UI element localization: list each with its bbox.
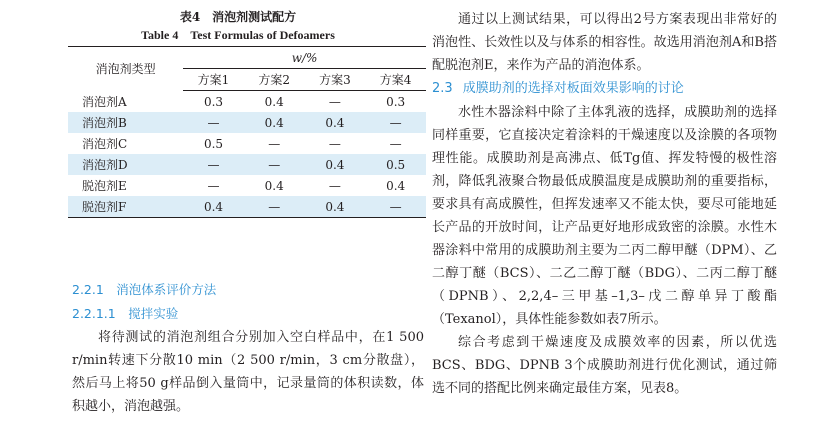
plan-header: 方案4 (365, 69, 426, 91)
cell-value: 0.3 (203, 94, 224, 109)
row-name: 脱泡剂F (68, 196, 183, 218)
type-header: 消泡剂类型 (68, 47, 183, 91)
plan-header: 方案1 (183, 69, 244, 91)
defoamer-table (68, 46, 426, 218)
conclusion-paragraph: 通过以上测试结果，可以得出2号方案表现出非常好的消泡性、长效性以及与体系的相容性。故选用消泡剂A和B搭配脱泡剂E，来作为产品的消泡体系。 (432, 12, 777, 73)
section-heading-2-2-1-1: 2.2.1.1 搅拌实验 (72, 306, 179, 321)
table-title-en: Table 4 Test Formulas of Defoamers (141, 28, 335, 42)
row-name: 消泡剂A (82, 94, 127, 109)
cell-value: — (183, 112, 244, 133)
table-row (68, 91, 426, 113)
left-column (52, 8, 424, 414)
cell-value: 0.5 (365, 154, 426, 175)
cell-value: — (328, 178, 341, 193)
cell-value: — (183, 154, 244, 175)
cell-value: 0.5 (203, 136, 224, 151)
cell-value: — (389, 136, 402, 151)
cell-value: 0.4 (264, 178, 284, 193)
table-row (68, 112, 426, 133)
row-name: 脱泡剂E (82, 179, 127, 193)
cell-value: 0.4 (305, 154, 366, 175)
row-name: 消泡剂B (68, 112, 183, 133)
selection-paragraph: 综合考虑到干燥速度及成膜效率的因素，所以优选BCS、BDG、DPNB 3个成膜助剂进行优化测试，通过筛选不同的搭配比例来确定最佳方案，见表8。 (432, 335, 777, 396)
row-name: 消泡剂C (82, 137, 128, 151)
cell-value: — (365, 112, 426, 133)
table-row (68, 133, 426, 154)
section-number: 2.3 (432, 81, 453, 96)
plan-header: 方案3 (305, 69, 366, 91)
cell-value: 0.4 (244, 112, 305, 133)
cell-value: — (244, 196, 305, 218)
right-column (432, 8, 777, 400)
section-heading-2-3 (432, 77, 777, 101)
cell-value: 0.4 (386, 178, 406, 193)
coalescent-paragraph: 水性木器涂料中除了主体乳液的选择，成膜助剂的选择同样重要，它直接决定着涂料的干燥速度以及涂膜的各项物理性能。成膜助剂是高沸点、低Tg值、挥发特慢的极性溶剂，降低乳液聚合物最低成膜温度是成膜助剂的重要指标，要求具有高成膜性，但挥发速率又不能太快，要尽可能地延长产品的开放时间，让产品更好地形成致密的涂膜。水性木器涂料中常用的成膜助剂主要为二丙二醇甲醚（DPM）、乙二醇丁醚（BCS）、二乙二醇丁醚（BDG）、二丙二醇丁醚（DPNB）、2,2,4–三甲基–1,3–戊二醇单异丁酸酯（Texanol），具体性能参数如表7所示。 (432, 105, 777, 327)
table-title-zh: 表4 消泡剂测试配方 (179, 10, 297, 24)
cell-value: 0.3 (386, 94, 406, 109)
section-heading-2-2-1: 2.2.1 消泡体系评价方法 (72, 282, 217, 297)
cell-value: — (328, 136, 341, 151)
section-title: 成膜助剂的选择对板面效果影响的讨论 (462, 81, 684, 96)
table-row (68, 175, 426, 196)
cell-value: 0.4 (264, 94, 284, 109)
cell-value: 0.4 (183, 196, 244, 218)
cell-value: — (268, 136, 281, 151)
cell-value: — (365, 196, 426, 218)
stirring-test-paragraph: 将待测试的消泡剂组合分别加入空白样品中，在1 500 r/min转速下分散10 min（2 500 r/min，3 cm分散盘），然后马上将50 g样品倒入量筒中，记录量筒的体积读数，体积越小，消泡越强。 (72, 330, 424, 414)
cell-value: 0.4 (305, 112, 366, 133)
cell-value: — (207, 178, 220, 193)
row-name: 消泡剂D (68, 154, 183, 175)
cell-value: 0.4 (305, 196, 366, 218)
cell-value: — (244, 154, 305, 175)
table-row (68, 196, 426, 218)
plan-header: 方案2 (244, 69, 305, 91)
table-row (68, 154, 426, 175)
cell-value: — (328, 94, 341, 109)
mass-fraction-header: w/% (183, 47, 426, 69)
